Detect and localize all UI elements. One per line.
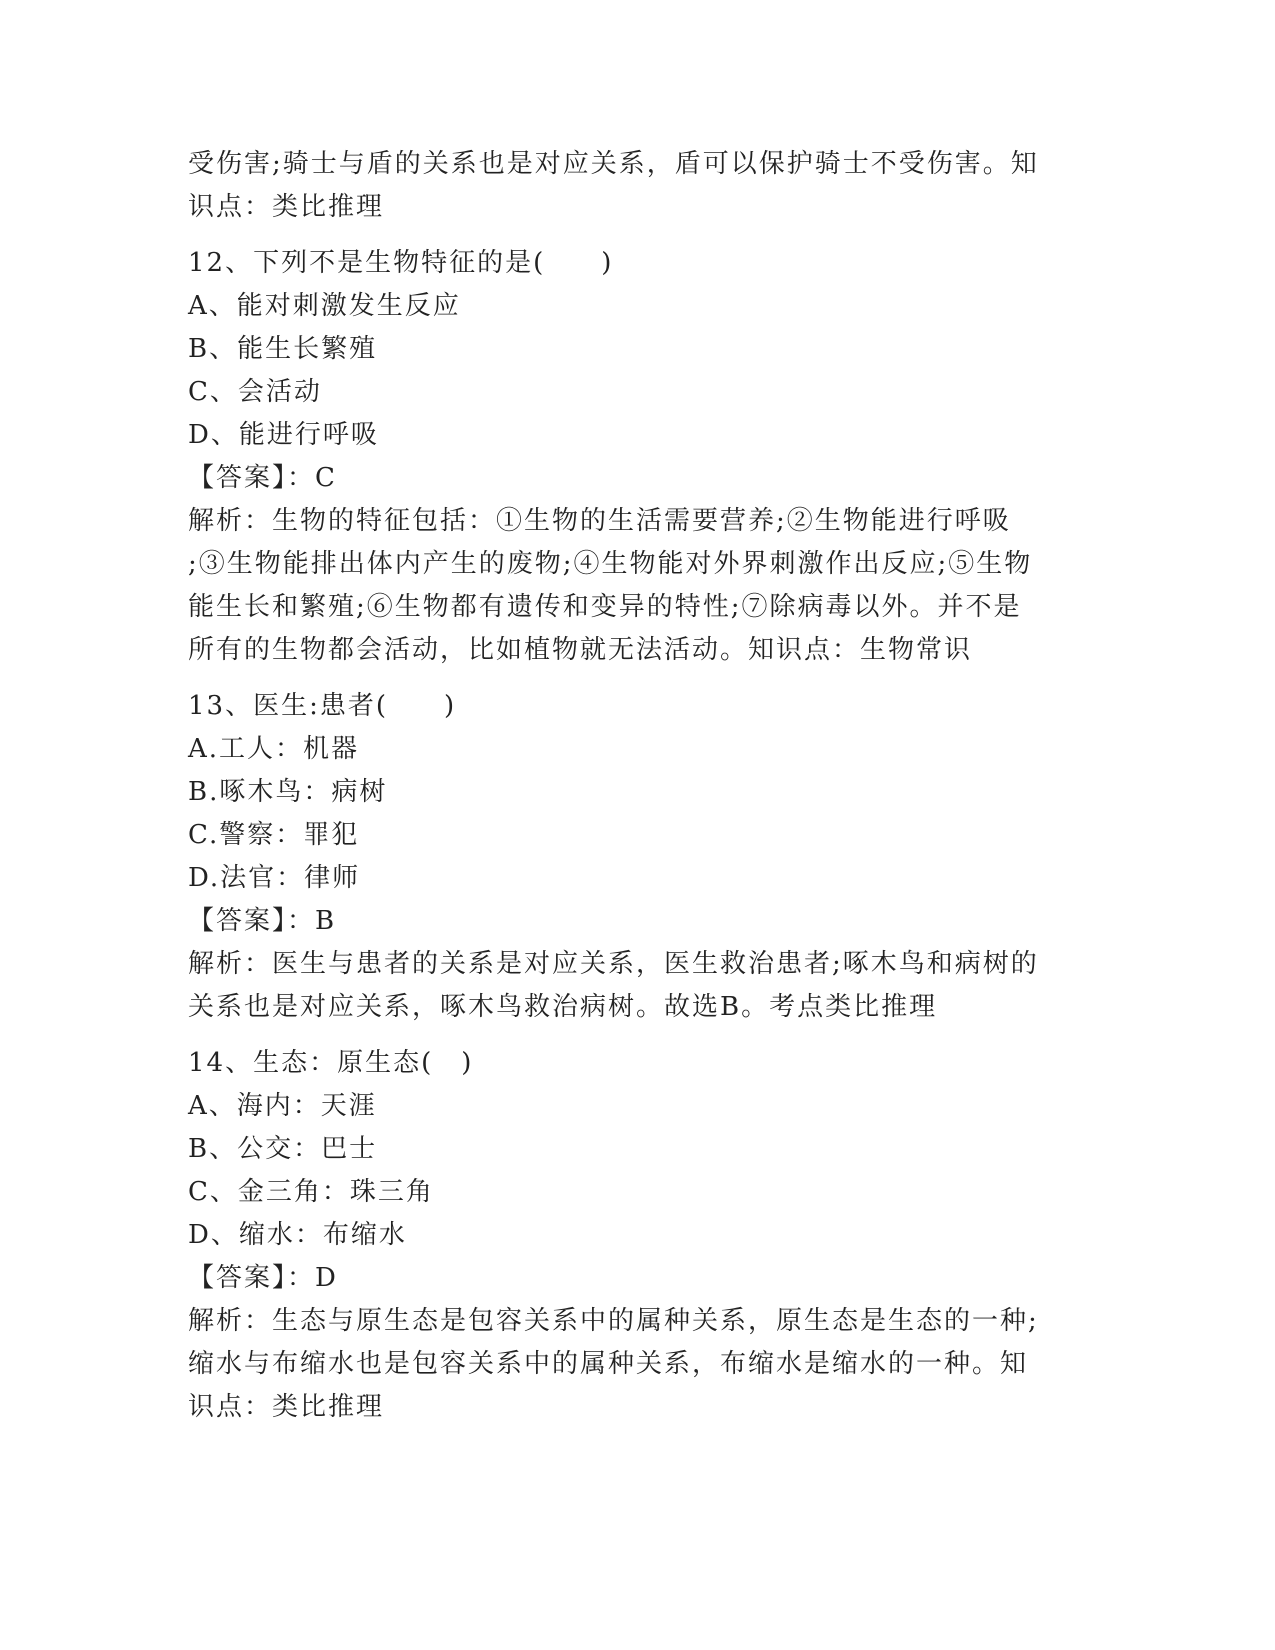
document-page	[188, 143, 1088, 1429]
option-b: B、公交：巴士	[188, 1134, 378, 1164]
question-block	[188, 1042, 1088, 1429]
intro-block	[188, 143, 1088, 229]
option-c: C、金三角：珠三角	[188, 1177, 434, 1207]
text-line: 识点：类比推理	[188, 192, 385, 222]
option-c: C、会活动	[188, 377, 322, 407]
option-b: B.啄木鸟：病树	[188, 777, 388, 807]
analysis-line: 能生长和繁殖;⑥生物都有遗传和变异的特性;⑦除病毒以外。并不是	[188, 592, 1022, 622]
analysis-line: 解析：生物的特征包括：①生物的生活需要营养;②生物能进行呼吸	[188, 506, 1011, 536]
option-a: A、能对刺激发生反应	[188, 291, 461, 321]
option-c: C.警察：罪犯	[188, 820, 360, 850]
text-line: 受伤害;骑士与盾的关系也是对应关系，盾可以保护骑士不受伤害。知	[188, 149, 1039, 179]
analysis-line: 所有的生物都会活动，比如植物就无法活动。知识点：生物常识	[188, 635, 973, 665]
question-stem: 13、医生:患者( )	[188, 691, 457, 721]
analysis-line: 解析：医生与患者的关系是对应关系，医生救治患者;啄木鸟和病树的	[188, 949, 1039, 979]
analysis-line: ;③生物能排出体内产生的废物;④生物能对外界刺激作出反应;⑤生物	[188, 549, 1033, 579]
analysis-line: 关系也是对应关系，啄木鸟救治病树。故选B。考点类比推理	[188, 992, 938, 1022]
analysis-line: 解析：生态与原生态是包容关系中的属种关系，原生态是生态的一种;	[188, 1306, 1039, 1336]
option-d: D.法官：律师	[188, 863, 361, 893]
option-b: B、能生长繁殖	[188, 334, 378, 364]
question-stem: 14、生态：原生态( )	[188, 1048, 474, 1078]
question-stem: 12、下列不是生物特征的是( )	[188, 248, 614, 278]
analysis-line: 识点：类比推理	[188, 1392, 385, 1422]
answer-line: 【答案】：C	[188, 463, 337, 493]
answer-line: 【答案】：D	[188, 1263, 338, 1293]
question-block	[188, 685, 1088, 1029]
option-d: D、能进行呼吸	[188, 420, 379, 450]
option-d: D、缩水：布缩水	[188, 1220, 407, 1250]
analysis-line: 缩水与布缩水也是包容关系中的属种关系，布缩水是缩水的一种。知	[188, 1349, 1029, 1379]
answer-line: 【答案】：B	[188, 906, 337, 936]
option-a: A.工人：机器	[188, 734, 360, 764]
option-a: A、海内：天涯	[188, 1091, 377, 1121]
question-block	[188, 242, 1088, 672]
